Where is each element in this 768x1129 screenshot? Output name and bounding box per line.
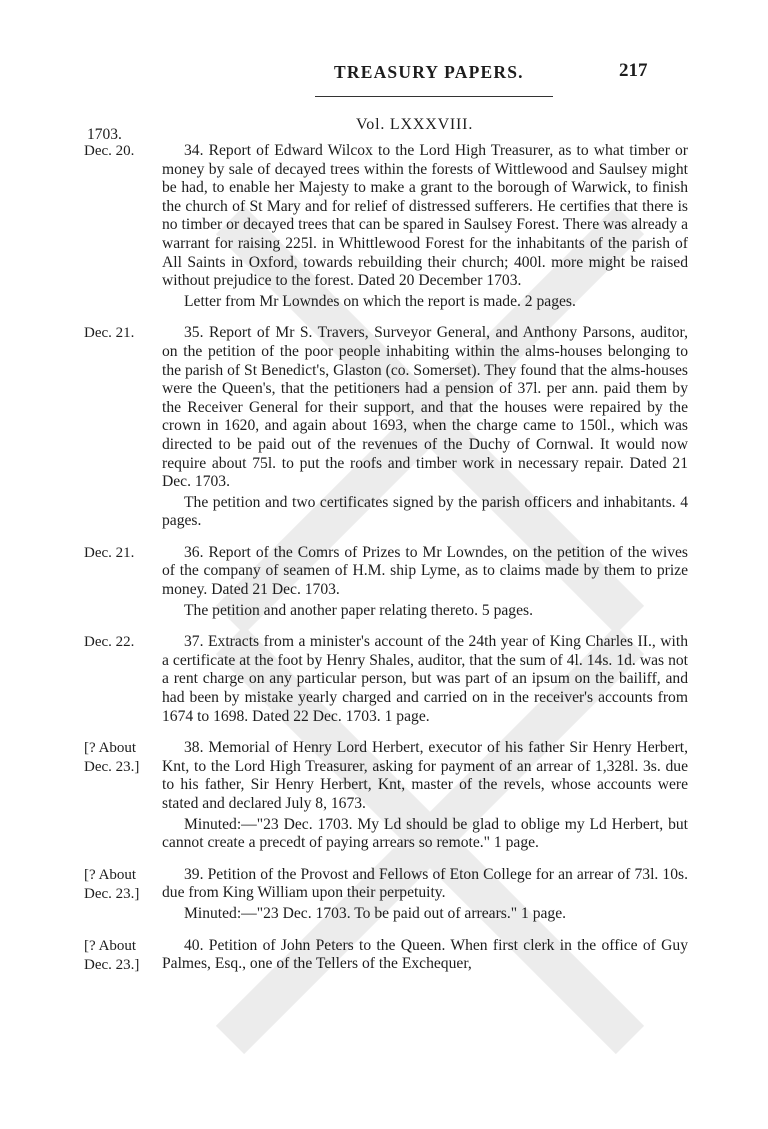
entry-37	[84, 633, 688, 726]
entry-text: 39. Petition of the Provost and Fellows of Eton College for an arrear of 73l. 10s. due from King William upon their perpetuity.	[162, 865, 688, 902]
entry-36	[84, 544, 688, 620]
header-rule	[315, 96, 553, 97]
entry-date: Dec. 21.	[84, 325, 135, 342]
entry-34	[84, 142, 688, 311]
page-number: 217	[619, 60, 648, 81]
entry-note: The petition and two certificates signed by the parish officers and inhabitants. 4 pages.	[162, 493, 688, 530]
entry-35	[84, 324, 688, 531]
entry-note: The petition and another paper relating thereto. 5 pages.	[184, 601, 533, 619]
entry-39	[84, 866, 688, 924]
entry-text: 34. Report of Edward Wilcox to the Lord High Treasurer, as to what timber or money by sale of decayed trees within the forests of Wittlewood and Saulsey might be had, to enable her Majesty to make a grant to the borough of Warwick, to finish the church of St Mary and for relief of distressed sufferers. He certifies that there is no timber or decayed trees that can be spared in Saulsey Forest. There was already a warrant for raising 225l. in Whittlewood Forest for the inhabitants of the parish of All Saints in Oxford, towards rebuilding their church; 400l. more might be raised without prejudice to the forest. Dated 20 December 1703.	[162, 142, 688, 290]
page-header	[0, 62, 768, 86]
entry-text: 40. Petition of John Peters to the Queen. When first clerk in the office of Guy Palmes, Esq., one of the Tellers of the Exchequer,	[162, 936, 688, 973]
entry-date: [? About Dec. 23.]	[84, 937, 140, 973]
volume-heading: Vol. LXXXVIII.	[356, 116, 474, 133]
entry-minute: Minuted:—"23 Dec. 1703. To be paid out of arrears." 1 page.	[184, 904, 567, 922]
entry-date: [? About Dec. 23.]	[84, 740, 140, 776]
entry-date: Dec. 21.	[84, 544, 135, 561]
entry-minute: Minuted:—"23 Dec. 1703. My Ld should be glad to oblige my Ld Herbert, but cannot create a precedt of paying arrears so remote." 1 page.	[162, 815, 688, 852]
entry-date: [? About Dec. 23.]	[84, 866, 140, 902]
entry-text: 36. Report of the Comrs of Prizes to Mr Lowndes, on the petition of the wives of the company of seamen of H.M. ship Lyme, as to claims made by them to prize money. Dated 21 Dec. 1703.	[162, 543, 688, 599]
entry-text: 35. Report of Mr S. Travers, Surveyor General, and Anthony Parsons, auditor, on the petition of the poor people inhabiting within the alms-houses belonging to the parish of St Benedict's, Glaston (co. Somerset). They found that the alms-houses were the Queen's, that the petitioners had a pension of 37l. per ann. paid them by the Receiver General for their support, and that the houses were repaired by the crown in 1620, and again about 1693, when the charge came to 150l., which was directed to be paid out of the revenues of the Duchy of Cornwal. It would now require about 75l. to put the roofs and timber work in necessary repair. Dated 21 Dec. 1703.	[162, 324, 688, 491]
entry-text: 37. Extracts from a minister's account of the 24th year of King Charles II., with a certificate at the foot by Henry Shales, auditor, that the sum of 4l. 14s. 1d. was not a rent charge on any particular person, but was part of an ipsum on the bailiff, and had been by mistake yearly charged and carried on in the receiver's accounts from 1674 to 1698. Dated 22 Dec. 1703. 1 page.	[162, 633, 688, 725]
entry-date: Dec. 22.	[84, 634, 135, 651]
entries-list	[84, 142, 688, 987]
year-label: 1703.	[87, 126, 122, 143]
entry-date: Dec. 20.	[84, 143, 135, 159]
running-title: TREASURY PAPERS.	[334, 62, 524, 82]
entry-note: Letter from Mr Lowndes on which the report is made. 2 pages.	[184, 292, 576, 310]
entry-38	[84, 739, 688, 853]
entry-40	[84, 937, 688, 974]
entry-text: 38. Memorial of Henry Lord Herbert, executor of his father Sir Henry Herbert, Knt, to the Lord High Treasurer, asking for payment of an arrear of 1,328l. 3s. due to his father, Sir Henry Herbert, Knt, master of the revels, whose accounts were stated and declared July 8, 1673.	[162, 739, 688, 812]
